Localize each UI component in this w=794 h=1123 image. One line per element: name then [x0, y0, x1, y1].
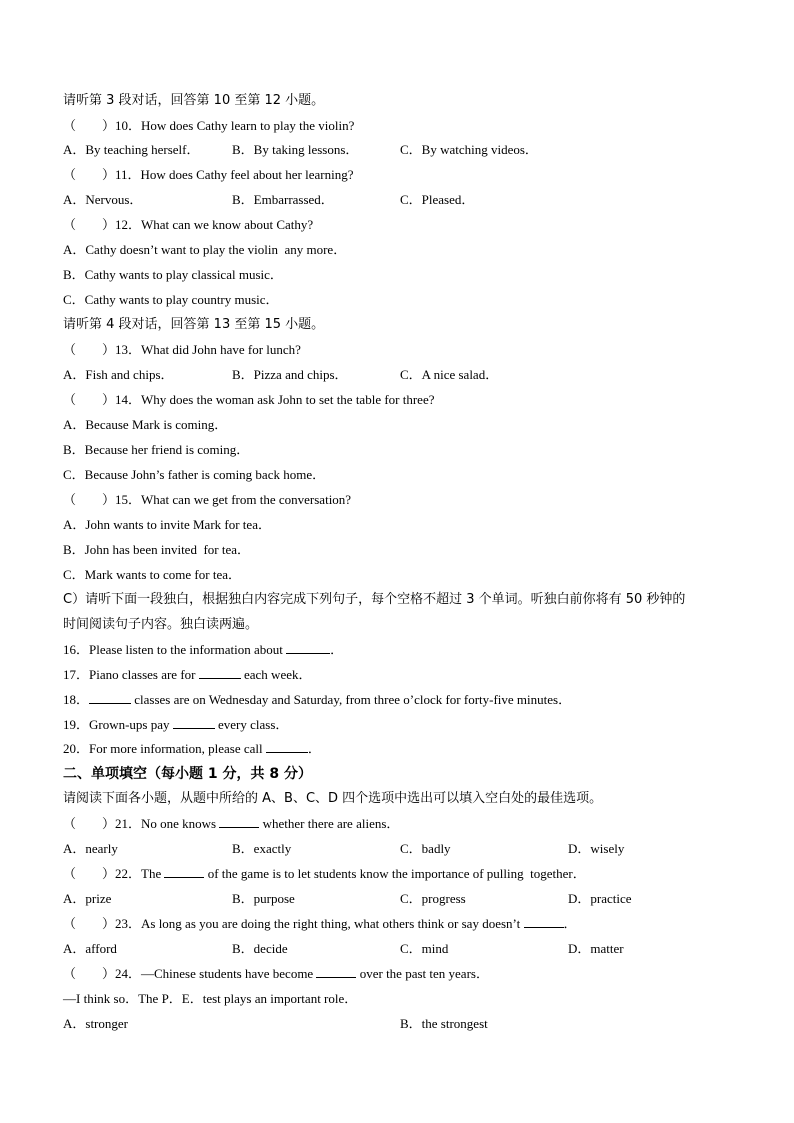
question-23 — [63, 915, 577, 933]
answer-blank — [219, 815, 259, 828]
answer-blank — [89, 691, 131, 704]
question-23-option-b: B．decide — [232, 941, 288, 956]
question-24-end: over the past ten years． — [356, 966, 489, 981]
question-11-option-b: B．Embarrassed． — [232, 192, 334, 207]
question-14-stem: （ ）14．Why does the woman ask John to set the table for three? — [63, 392, 435, 407]
question-22-option-c: C．progress — [400, 891, 466, 906]
question-22-end: of the game is to let students know the importance of pulling together． — [204, 866, 586, 881]
question-22-text: （ ）22．The — [63, 866, 165, 881]
question-18-end: classes are on Wednesday and Saturday, from three o’clock for forty-five minutes． — [131, 692, 572, 707]
question-15-stem: （ ）15．What can we get from the conversation? — [63, 492, 352, 507]
question-20-text: 20．For more information, please call — [63, 741, 266, 756]
question-24-option-b: B．the strongest — [400, 1016, 488, 1031]
question-21-text: （ ）21．No one knows — [63, 816, 220, 831]
question-23-option-d: D．matter — [568, 941, 624, 956]
question-21-option-c: C．badly — [400, 841, 451, 856]
question-10-option-b: B．By taking lessons． — [232, 142, 359, 157]
question-17 — [63, 666, 312, 684]
question-19-end: every class． — [214, 717, 289, 732]
question-20 — [63, 740, 321, 758]
question-22-option-a: A．prize — [63, 891, 112, 906]
question-13-stem: （ ）13．What did John have for lunch? — [63, 342, 301, 357]
question-15-option-a: A．John wants to invite Mark for tea． — [63, 517, 271, 532]
question-19 — [63, 716, 288, 734]
question-16 — [63, 641, 343, 659]
question-13-option-c: C．A nice salad． — [400, 367, 499, 382]
question-24 — [63, 965, 489, 983]
question-13-option-a: A．Fish and chips． — [63, 367, 174, 382]
question-18 — [63, 691, 571, 709]
question-14-option-a: A．Because Mark is coming． — [63, 417, 228, 432]
question-22 — [63, 865, 586, 883]
question-17-end: each week． — [240, 667, 312, 682]
question-10-option-a: A．By teaching herself． — [63, 142, 200, 157]
question-21-option-a: A．nearly — [63, 841, 118, 856]
monologue-instruction-line2: 时间阅读句子内容。独白读两遍。 — [63, 617, 259, 632]
question-24-text: （ ）24．—Chinese students have become — [63, 966, 317, 981]
answer-blank — [286, 641, 330, 654]
answer-blank — [524, 915, 564, 928]
question-22-option-b: B．purpose — [232, 891, 295, 906]
question-18-text: 18． — [63, 692, 90, 707]
question-11-option-a: A．Nervous． — [63, 192, 143, 207]
dialog3-instruction: 请听第 3 段对话，回答第 10 至第 12 小题。 — [63, 93, 325, 108]
part2-instruction: 请阅读下面各小题，从题中所给的 A、B、C、D 四个选项中选出可以填入空白处的最佳选项。 — [63, 791, 603, 806]
question-12-option-c: C．Cathy wants to play country music． — [63, 292, 279, 307]
question-19-text: 19．Grown-ups pay — [63, 717, 173, 732]
question-11-option-c: C．Pleased． — [400, 192, 475, 207]
question-14-option-c: C．Because John’s father is coming back home． — [63, 467, 326, 482]
question-23-text: （ ）23．As long as you are doing the right thing, what others think or say doesn’t — [63, 916, 524, 931]
question-12-option-a: A．Cathy doesn’t want to play the violin any more． — [63, 242, 347, 257]
question-10-stem: （ ）10．How does Cathy learn to play the violin? — [63, 118, 355, 133]
question-23-option-c: C．mind — [400, 941, 449, 956]
part2-heading: 二、单项填空（每小题 1 分，共 8 分） — [63, 766, 312, 782]
question-13-option-b: B．Pizza and chips． — [232, 367, 348, 382]
question-17-text: 17．Piano classes are for — [63, 667, 199, 682]
question-21-end: whether there are aliens． — [259, 816, 400, 831]
question-15-option-c: C．Mark wants to come for tea． — [63, 567, 241, 582]
question-20-end: ． — [307, 741, 321, 756]
question-23-end: ． — [563, 916, 577, 931]
question-12-option-b: B．Cathy wants to play classical music． — [63, 267, 283, 282]
question-16-text: 16．Please listen to the information about — [63, 642, 287, 657]
question-23-option-a: A．afford — [63, 941, 117, 956]
question-21 — [63, 815, 399, 833]
monologue-instruction-line1: C）请听下面一段独白，根据独白内容完成下列句子，每个空格不超过 3 个单词。听独白前你将有 50 秒钟的 — [63, 592, 686, 607]
question-21-option-b: B．exactly — [232, 841, 292, 856]
question-24-option-a: A．stronger — [63, 1016, 128, 1031]
question-21-option-d: D．wisely — [568, 841, 625, 856]
answer-blank — [173, 716, 215, 729]
answer-blank — [266, 740, 308, 753]
answer-blank — [199, 666, 241, 679]
question-11-stem: （ ）11．How does Cathy feel about her learning? — [63, 167, 354, 182]
question-24-reply: —I think so．The P．E．test plays an important role． — [63, 991, 358, 1006]
question-15-option-b: B．John has been invited for tea． — [63, 542, 251, 557]
question-16-end: ． — [330, 642, 344, 657]
answer-blank — [316, 965, 356, 978]
answer-blank — [164, 865, 204, 878]
dialog4-instruction: 请听第 4 段对话，回答第 13 至第 15 小题。 — [63, 317, 325, 332]
question-10-option-c: C．By watching videos． — [400, 142, 538, 157]
question-14-option-b: B．Because her friend is coming． — [63, 442, 250, 457]
question-12-stem: （ ）12．What can we know about Cathy? — [63, 217, 314, 232]
question-22-option-d: D．practice — [568, 891, 632, 906]
